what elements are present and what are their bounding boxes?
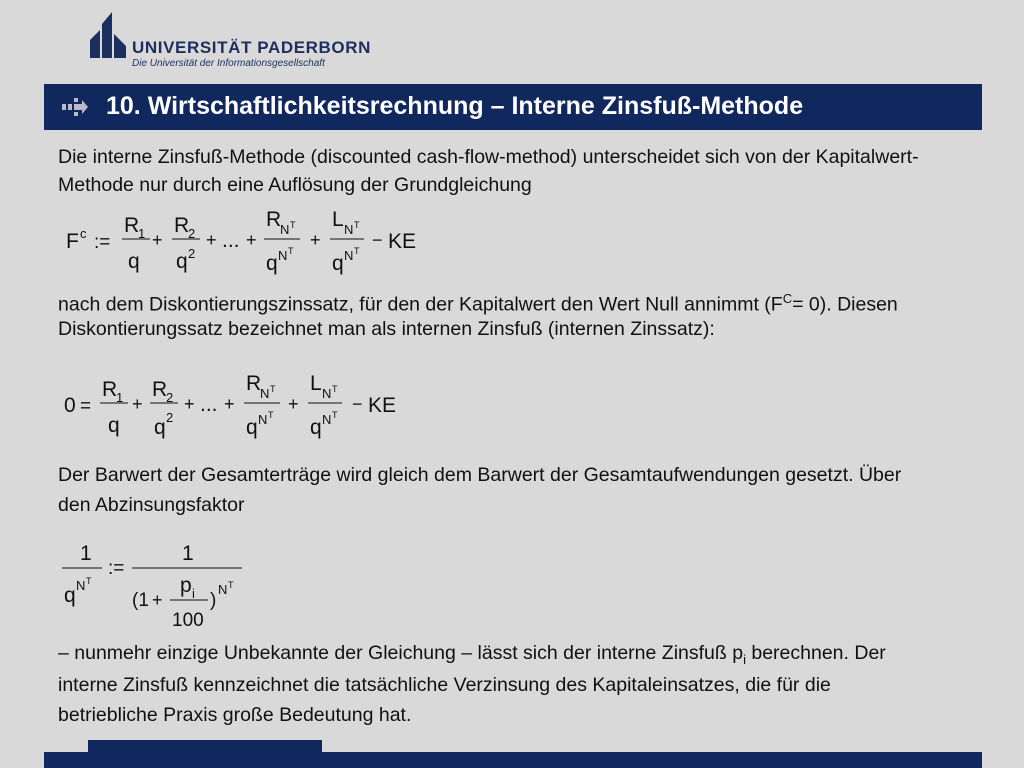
formula2-qn2-sup: N [322,412,332,427]
paragraph-4-line-2: interne Zinsfuß kennzeichnet die tatsächliche Verzinsung des Kapitaleinsatzes, die für die [58,674,831,696]
formula2-q: q [108,414,120,437]
formula2-qn2: q [310,416,322,439]
formula2-q2: q [154,416,166,439]
formula2-plus-3: + [224,394,235,414]
formula2-dots: ... [200,393,218,416]
formula3-assign: := [108,558,125,579]
university-emblem-icon [88,10,128,60]
formula1-rn: R [266,208,282,231]
formula1-lhs-sup: c [80,226,87,241]
paragraph-4-line-1-part-2: berechnen. Der [745,642,886,664]
formula1-assign: := [94,232,111,253]
formula2-plus-1: + [132,394,143,414]
formula2-r1-sub: 1 [116,390,124,405]
formula1-q2: q [176,250,188,273]
formula1-plus-4: + [310,230,321,250]
slide-title: 10. Wirtschaftlichkeitsrechnung – Interne Zinsfuß-Methode [106,92,804,120]
formula2-qn2-supsub: T [332,410,338,420]
formula2-eq: = [80,396,92,417]
formula-internal-rate-zero [58,368,438,448]
formula2-lhs: 0 [64,394,76,417]
paragraph-2-line-1-sup: C [782,291,793,306]
formula2-r2: R [152,378,168,401]
title-bar [44,84,982,130]
formula1-minus: − [372,230,383,250]
paragraph-3-line-1: Der Barwert der Gesamterträge wird gleich dem Barwert der Gesamtaufwendungen gesetzt. Über [58,464,902,486]
paragraph-4-line-1-sub: i [743,651,746,667]
university-logo [88,6,371,72]
formula1-ln-sub: N [344,222,354,237]
university-name: UNIVERSITÄT PADERBORN [132,38,371,57]
paragraph-3-line-2: den Abzinsungsfaktor [58,494,245,516]
formula2-qn-sup: N [258,412,268,427]
formula1-ln: L [332,208,344,231]
formula3-pi: p [180,574,192,597]
formula3-close-sup: N [218,582,228,597]
formula2-qn-supsub: T [268,410,274,420]
formula1-qn2-sup: N [344,248,354,263]
formula2-r2-sub: 2 [166,390,174,405]
formula3-plus: + [152,590,163,610]
paragraph-1-line-1: Die interne Zinsfuß-Methode (discounted cash-flow-method) unterscheidet sich von der Kapitalwert- [58,146,919,168]
formula1-plus-1: + [152,230,163,250]
formula1-q2-sup: 2 [188,246,196,261]
formula2-ln-sub: N [322,386,332,401]
formula1-r2-sub: 2 [188,226,196,241]
formula2-r1: R [102,378,118,401]
formula2-plus-4: + [288,394,299,414]
formula2-ln-subsub: T [332,384,338,394]
arrow-right-icon [62,96,88,118]
formula1-qn-supsub: T [288,246,294,256]
formula1-rn-subsub: T [290,220,296,230]
formula3-pi-sub: i [192,586,195,601]
formula2-ke: KE [368,394,397,417]
university-tagline: Die Universität der Informationsgesellschaft [132,58,325,69]
formula1-r1: R [124,214,140,237]
paragraph-2-line-2: Diskontierungssatz bezeichnet man als internen Zinsfuß (internen Zinssatz): [58,318,715,340]
footer-bar [44,752,982,768]
formula1-qn2-supsub: T [354,246,360,256]
formula1-ke: KE [388,230,417,253]
formula1-dots: ... [222,229,240,252]
formula1-plus-3: + [246,230,257,250]
paragraph-2-line-1-part-1: nach dem Diskontierungszinssatz, für den der Kapitalwert den Wert Null annimmt (F [58,293,783,316]
formula2-rn: R [246,372,262,395]
formula1-qn2: q [332,252,344,275]
formula3-close-supsub: T [228,580,234,590]
formula3-numerator-right: 1 [182,542,194,565]
formula2-rn-sub: N [260,386,270,401]
formula3-open: (1 [132,590,149,611]
formula2-ln: L [310,372,322,395]
formula1-rn-sub: N [280,222,290,237]
formula-net-present-value [58,206,438,286]
footer-accent [88,740,322,752]
paragraph-4-line-3: betriebliche Praxis große Bedeutung hat. [58,704,412,726]
formula2-qn: q [246,416,258,439]
formula3-hundred: 100 [172,610,204,631]
formula2-q2-sup: 2 [166,410,174,425]
paragraph-1-line-2: Methode nur durch eine Auflösung der Grundgleichung [58,174,532,196]
formula1-ln-subsub: T [354,220,360,230]
formula2-rn-subsub: T [270,384,276,394]
formula1-qn: q [266,252,278,275]
formula3-numerator-left: 1 [80,542,92,565]
formula1-r2: R [174,214,190,237]
formula3-q: q [64,584,76,607]
formula2-minus: − [352,394,363,414]
formula1-qn-sup: N [278,248,288,263]
formula1-plus-2: + [206,230,217,250]
formula2-plus-2: + [184,394,195,414]
formula1-q: q [128,250,140,273]
formula1-r1-sub: 1 [138,226,146,241]
paragraph-4-line-1-part-1: – nunmehr einzige Unbekannte der Gleichung – lässt sich der interne Zinsfuß p [58,642,744,664]
formula3-close: ) [210,590,217,611]
formula-discount-factor [58,534,298,634]
formula3-q-supsub: T [86,576,92,586]
formula1-lhs: F [66,230,79,253]
paragraph-2-line-1-part-2: = 0). Diesen [792,293,898,316]
formula3-q-sup: N [76,578,86,593]
